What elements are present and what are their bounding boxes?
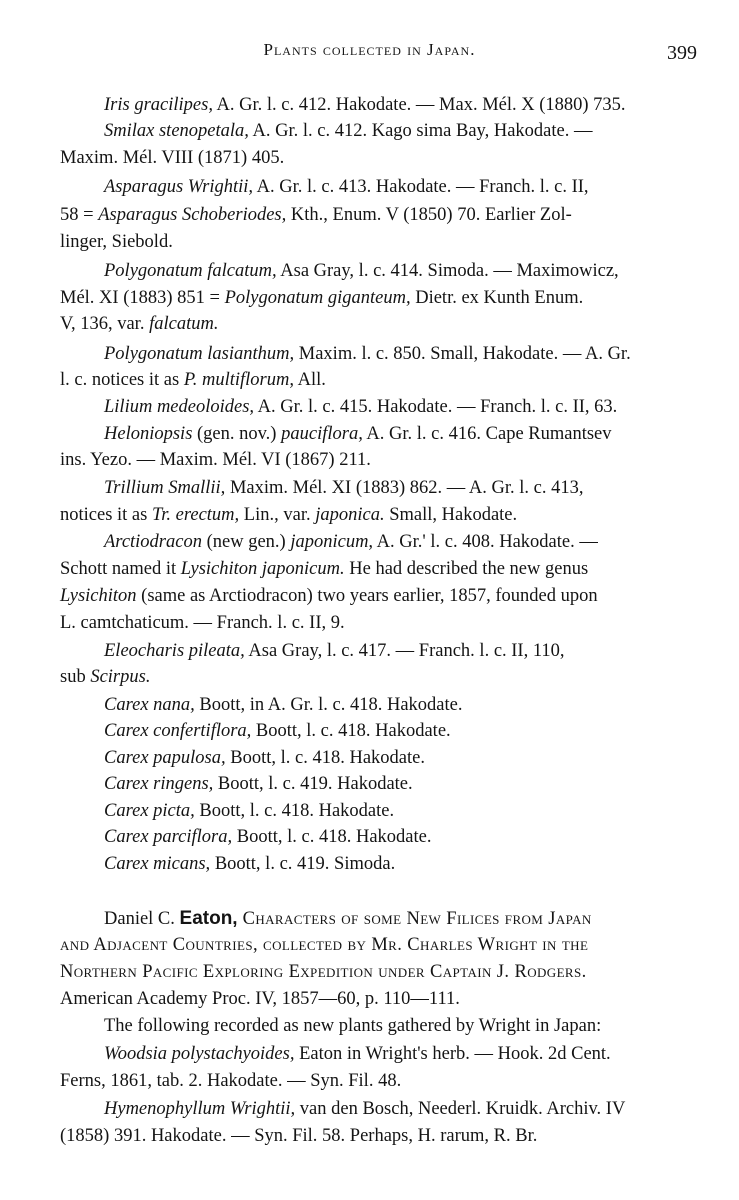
eaton-heading-line: Northern Pacific Exploring Expedition under Captain J. Rodgers.: [60, 962, 587, 982]
taxon-name: Carex confertiflora,: [104, 721, 252, 741]
taxon-name: Carex micans,: [104, 854, 211, 874]
taxon-name: falcatum.: [149, 314, 219, 334]
entry-line: notices it as Tr. erectum, Lin., var. japonica. Small, Hakodate.: [60, 505, 518, 525]
entry-line: Polygonatum lasianthum, Maxim. l. c. 850. Small, Hakodate. — A. Gr.: [104, 344, 631, 364]
taxon-name: Polygonatum lasianthum,: [104, 344, 295, 364]
entry-line: Carex parciflora, Boott, l. c. 418. Hakodate.: [104, 827, 432, 847]
entry-line: (1858) 391. Hakodate. — Syn. Fil. 58. Perhaps, H. rarum, R. Br.: [60, 1126, 538, 1146]
taxon-name: Carex nana,: [104, 695, 195, 715]
taxon-name: Carex picta,: [104, 801, 195, 821]
entry-line: Carex micans, Boott, l. c. 419. Simoda.: [104, 854, 396, 874]
entry-line: American Academy Proc. IV, 1857—60, p. 110—111.: [60, 989, 460, 1009]
entry-line: Hymenophyllum Wrightii, van den Bosch, Neederl. Kruidk. Archiv. IV: [104, 1099, 626, 1119]
entry-line: 58 = Asparagus Schoberiodes, Kth., Enum. V (1850) 70. Earlier Zol-: [60, 205, 572, 225]
taxon-name: Carex papulosa,: [104, 748, 226, 768]
running-head: [0, 38, 739, 68]
taxon-name: P. multiflorum,: [183, 370, 294, 390]
entry-line: Ferns, 1861, tab. 2. Hakodate. — Syn. Fil. 48.: [60, 1071, 402, 1091]
taxon-name: pauciflora,: [281, 424, 363, 444]
taxon-name: japonica.: [315, 505, 385, 525]
entry-line: ins. Yezo. — Maxim. Mél. VI (1867) 211.: [60, 450, 371, 470]
taxon-name: Carex parciflora,: [104, 827, 233, 847]
entry-line: Schott named it Lysichiton japonicum. He had described the new genus: [60, 559, 589, 579]
entry-line: V, 136, var. falcatum.: [60, 314, 219, 334]
entry-line: Carex nana, Boott, in A. Gr. l. c. 418. Hakodate.: [104, 695, 463, 715]
taxon-name: Scirpus.: [90, 667, 151, 687]
taxon-name: Tr. erectum,: [151, 505, 240, 525]
entry-line: Lilium medeoloides, A. Gr. l. c. 415. Hakodate. — Franch. l. c. II, 63.: [104, 397, 618, 417]
entry-line: Trillium Smallii, Maxim. Mél. XI (1883) 862. — A. Gr. l. c. 413,: [104, 478, 584, 498]
running-title: Plants collected in Japan.: [263, 40, 476, 59]
entry-line: Arctiodracon (new gen.) japonicum, A. Gr.' l. c. 408. Hakodate. —: [104, 532, 598, 552]
taxon-name: Smilax stenopetala,: [104, 121, 249, 141]
entry-line: Mél. XI (1883) 851 = Polygonatum giganteum, Dietr. ex Kunth Enum.: [60, 288, 584, 308]
entry-line: Iris gracilipes, A. Gr. l. c. 412. Hakodate. — Max. Mél. X (1880) 735.: [104, 95, 626, 115]
entry-line: Asparagus Wrightii, A. Gr. l. c. 413. Hakodate. — Franch. l. c. II,: [104, 177, 589, 197]
taxon-name: Polygonatum giganteum,: [224, 288, 411, 308]
entry-line: sub Scirpus.: [60, 667, 151, 687]
entry-line: Heloniopsis (gen. nov.) pauciflora, A. Gr. l. c. 416. Cape Rumantsev: [104, 424, 612, 444]
taxon-name: Heloniopsis: [104, 424, 193, 444]
entry-line: L. camtchaticum. — Franch. l. c. II, 9.: [60, 613, 345, 633]
entry-line: Polygonatum falcatum, Asa Gray, l. c. 414. Simoda. — Maximowicz,: [104, 261, 619, 281]
page-number: 399: [667, 42, 697, 64]
entry-line: Eleocharis pileata, Asa Gray, l. c. 417. — Franch. l. c. II, 110,: [104, 641, 565, 661]
entry-line: Carex ringens, Boott, l. c. 419. Hakodate.: [104, 774, 413, 794]
taxon-name: Asparagus Wrightii,: [104, 177, 254, 197]
taxon-name: Asparagus Schoberiodes,: [98, 205, 287, 225]
entry-line: Woodsia polystachyoides, Eaton in Wright's herb. — Hook. 2d Cent.: [104, 1044, 611, 1064]
taxon-name: Polygonatum falcatum,: [104, 261, 277, 281]
entry-line: Carex picta, Boott, l. c. 418. Hakodate.: [104, 801, 395, 821]
taxon-name: Lysichiton japonicum.: [180, 559, 345, 579]
entry-line: Lysichiton (same as Arctiodracon) two years earlier, 1857, founded upon: [60, 586, 598, 606]
taxon-name: Lilium medeoloides,: [104, 397, 255, 417]
entry-line: l. c. notices it as P. multiflorum, All.: [60, 370, 326, 390]
taxon-name: Woodsia polystachyoides,: [104, 1044, 295, 1064]
eaton-heading-line: and Adjacent Countries, collected by Mr. Charles Wright in the: [60, 935, 589, 955]
taxon-name: japonicum,: [290, 532, 374, 552]
entry-line: linger, Siebold.: [60, 232, 173, 252]
entry-line: Carex papulosa, Boott, l. c. 418. Hakodate.: [104, 748, 425, 768]
entry-line: Smilax stenopetala, A. Gr. l. c. 412. Kago sima Bay, Hakodate. —: [104, 121, 593, 141]
taxon-name: Trillium Smallii,: [104, 478, 226, 498]
entry-line: Maxim. Mél. VIII (1871) 405.: [60, 148, 285, 168]
eaton-heading-line: Daniel C. Eaton, Characters of some New Filices from Japan: [104, 908, 592, 929]
taxon-name: Hymenophyllum Wrightii,: [104, 1099, 296, 1119]
entry-line: Carex confertiflora, Boott, l. c. 418. Hakodate.: [104, 721, 451, 741]
taxon-name: Carex ringens,: [104, 774, 214, 794]
entry-line: The following recorded as new plants gathered by Wright in Japan:: [104, 1016, 602, 1036]
taxon-name: Iris gracilipes,: [104, 95, 213, 115]
taxon-name: Lysichiton: [60, 586, 137, 606]
author-name: Eaton,: [179, 908, 238, 929]
taxon-name: Eleocharis pileata,: [104, 641, 245, 661]
taxon-name: Arctiodracon: [104, 532, 202, 552]
